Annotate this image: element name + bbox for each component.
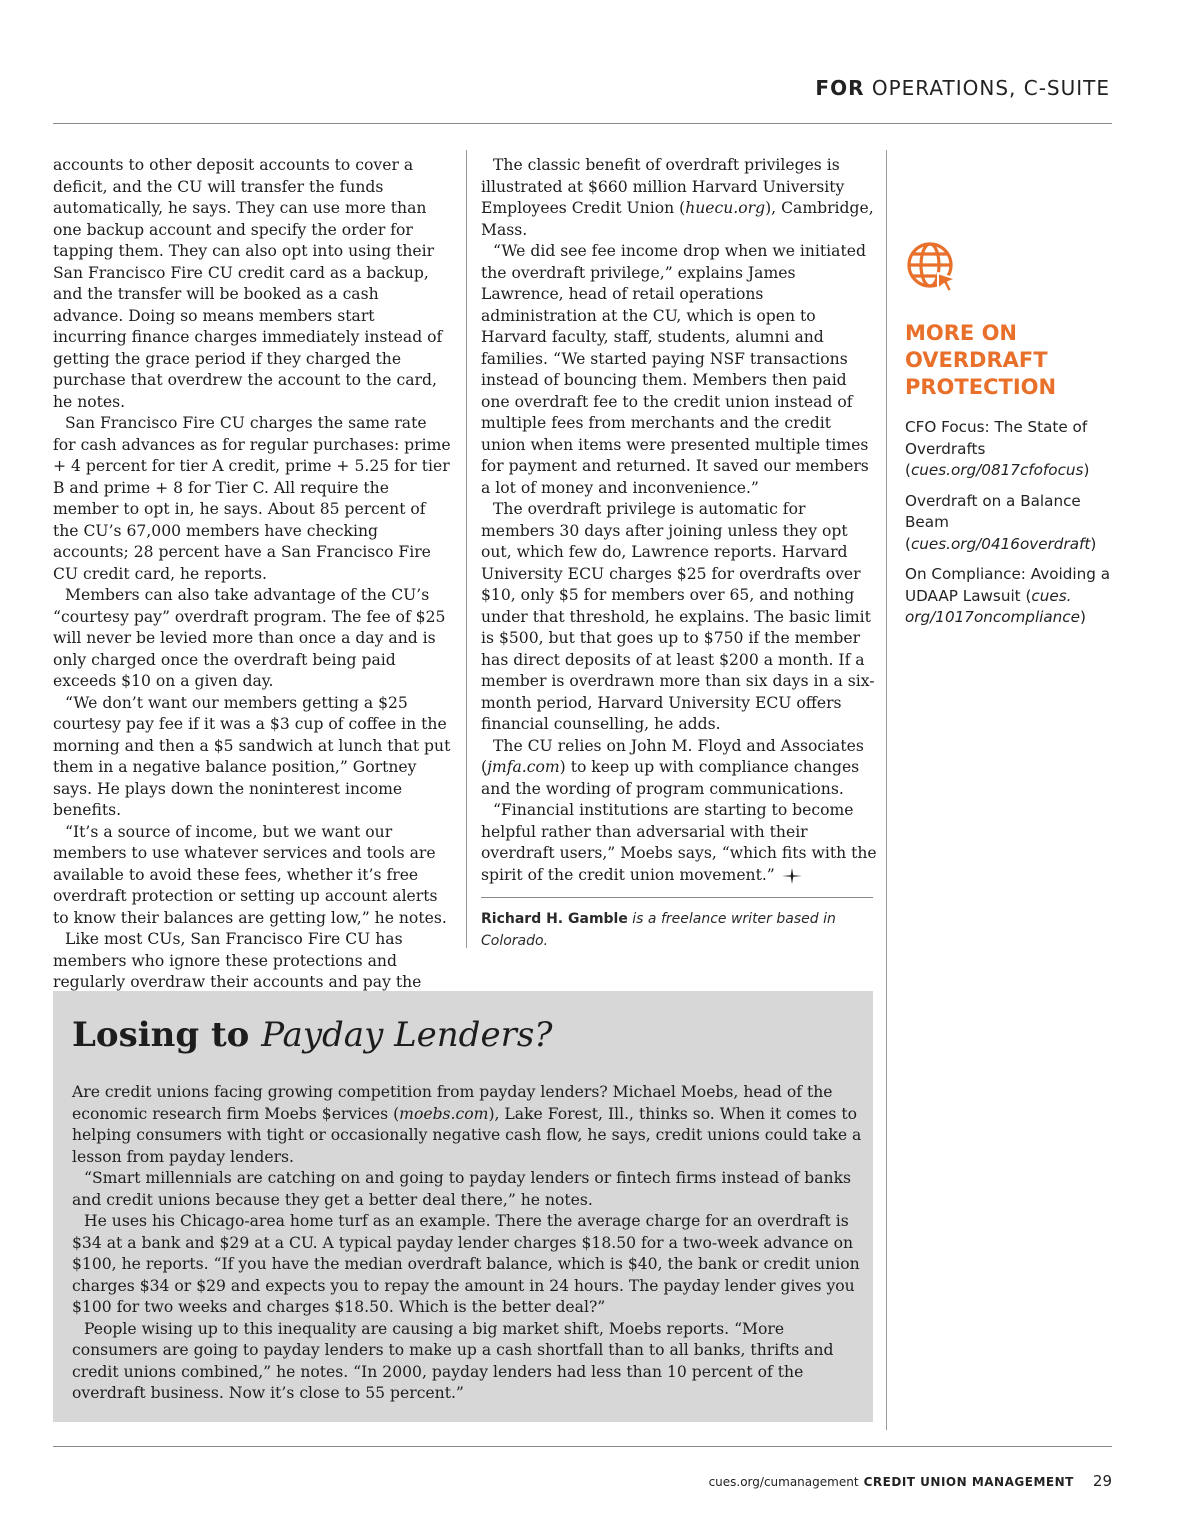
magazine-name: CREDIT UNION MANAGEMENT: [863, 1475, 1074, 1489]
footer-url[interactable]: cues.org/cumanagement: [708, 1475, 859, 1489]
article-column-1: [53, 155, 453, 1015]
article-column-2: [481, 155, 877, 886]
sidebar: [905, 240, 1115, 629]
huecu-link[interactable]: huecu.org: [685, 199, 766, 217]
sidebar-link-on-compliance[interactable]: On Compliance: Avoiding a UDAAP Lawsuit (cues. org/1017oncompliance): [905, 565, 1111, 626]
end-mark-icon: [781, 867, 803, 885]
paragraph: The overdraft privilege is automatic for members 30 days after joining unless they opt out, which few do, Lawrence reports. Harvard University ECU charges $25 for overdrafts over $10, only $5 for members over 65, and nothing under that threshold, he explains. The basic limit is $500, but that goes up to $750 if the member has direct deposits of at least $200 a month. If a member is overdrawn more than six days in a six-month period, Harvard University ECU offers financial counselling, he adds.: [481, 500, 875, 733]
paragraph: Like most CUs, San Francisco Fire CU has members who ignore these protections and regularly overdraw their accounts and pay the: [53, 930, 422, 991]
paragraph: “It’s a source of income, but we want our members to use whatever services and tools are available to avoid these fees, whether it’s free overdraft protection or setting up account alerts to know their balances are getting low,” he notes.: [53, 822, 447, 927]
sidebar-link-balance-beam[interactable]: Overdraft on a Balance Beam (cues.org/0416overdraft): [905, 491, 1097, 553]
header-bold: FOR: [815, 76, 865, 100]
bottom-rule: [53, 1446, 1112, 1447]
paragraph: “Smart millennials are catching on and going to payday lenders or fintech firms instead of banks and credit unions because they get a better deal there,” he notes.: [72, 1169, 852, 1209]
paragraph: People wising up to this inequality are causing a big market shift, Moebs reports. “More consumers are going to payday lenders to make up a cash shortfall than to all banks, thrifts and credit unions combined,” he notes. “In 2000, payday lenders had less than 10 percent of the overdraft business. Now it’s close to 55 percent.”: [72, 1319, 834, 1402]
paragraph: accounts to other deposit accounts to cover a deficit, and the CU will transfer the funds automatically, he says. They can use more than one backup account and specify the order for tapping them. They can also opt into using their San Francisco Fire CU credit card as a backup, and the transfer will be booked as a cash advance. Doing so means members start incurring finance charges immediately instead of getting the grace period if they charged the purchase that overdrew the account to the card, he notes.: [53, 156, 443, 411]
sidebar-heading: MORE ON OVERDRAFT PROTECTION: [905, 321, 1057, 399]
payday-lenders-box: [53, 991, 873, 1422]
author-bio: is a freelance writer based in Colorado.: [481, 911, 836, 949]
jmfa-link[interactable]: jmfa.com: [487, 758, 560, 776]
paragraph: “We don’t want our members getting a $25 courtesy pay fee if it was a $3 cup of coffee in the morning and then a $5 sandwich at lunch that put them in a negative balance position,” Gortney says. He plays down the noninterest income benefits.: [53, 693, 451, 819]
column-divider: [466, 150, 467, 948]
section-header: [815, 76, 1110, 100]
author-name: Richard H. Gamble: [481, 911, 628, 927]
paragraph: San Francisco Fire CU charges the same rate for cash advances as for regular purchases: prime + 4 percent for tier A credit, prime + 5.25 for tier B and prime + 8 for Tier C. All require the member to opt in, he says. About 85 percent of the CU’s 67,000 members have checking accounts; 28 percent have a San Francisco Fire CU credit card, he reports.: [53, 414, 451, 583]
paragraph: “We did see fee income drop when we initiated the overdraft privilege,” explains James Lawrence, head of retail operations administration at the CU, which is open to Harvard faculty, staff, students, alumni and families. “We started paying NSF transactions instead of bouncing them. Members then paid one overdraft fee to the credit union instead of multiple fees from merchants and the credit union when items were presented multiple times for payment and returned. It saved our members a lot of money and inconvenience.”: [481, 242, 869, 497]
paragraph: Are credit unions facing growing competition from payday lenders? Michael Moebs, head of the economic research firm Moebs $ervices (moebs.com), Lake Forest, Ill., thinks so. When it comes to helping consumers with tight or occasionally negative cash flow, he says, credit unions could take a lesson from payday lenders.: [72, 1083, 862, 1166]
sidebar-divider: [886, 150, 887, 1430]
moebs-link[interactable]: moebs.com: [399, 1104, 489, 1123]
page-number: 29: [1092, 1472, 1112, 1490]
box-title: Losing to Payday Lenders?: [72, 1015, 553, 1055]
box-body: [72, 1082, 862, 1405]
paragraph: He uses his Chicago-area home turf as an example. There the average charge for an overdraft is $34 at a bank and $29 at a CU. A typical payday lender charges $18.50 for a two-week advance on $100, he reports. “If you have the median overdraft balance, which is $40, the bank or credit union charges $34 or $29 and expects you to repay the amount in 24 hours. The payday lender gives you $100 for two weeks and charges $18.50. Which is the better deal?”: [72, 1212, 860, 1316]
page-footer: [709, 1471, 1112, 1490]
top-rule: [53, 123, 1112, 124]
paragraph: Members can also take advantage of the CU’s “courtesy pay” overdraft program. The fee of $25 will never be levied more than once a day and is only charged once the overdraft being paid exceeds $10 on a given day.: [53, 586, 446, 690]
paragraph: The classic benefit of overdraft privileges is illustrated at $660 million Harvard University Employees Credit Union (huecu.org), Cambridge, Mass.: [481, 156, 874, 239]
paragraph: The CU relies on John M. Floyd and Associates (jmfa.com) to keep up with compliance changes and the wording of program communications.: [481, 736, 864, 798]
globe-cursor-icon: [905, 240, 959, 294]
byline-rule: [481, 897, 873, 898]
header-rest: OPERATIONS, C-SUITE: [871, 76, 1110, 100]
paragraph: “Financial institutions are starting to become helpful rather than adversarial with their overdraft users,” Moebs says, “which fits with the spirit of the credit union movement.”: [481, 801, 877, 884]
author-byline: [481, 909, 861, 952]
sidebar-link-cfo-focus[interactable]: CFO Focus: The State of Overdrafts (cues.org/0817cfofocus): [905, 418, 1090, 479]
